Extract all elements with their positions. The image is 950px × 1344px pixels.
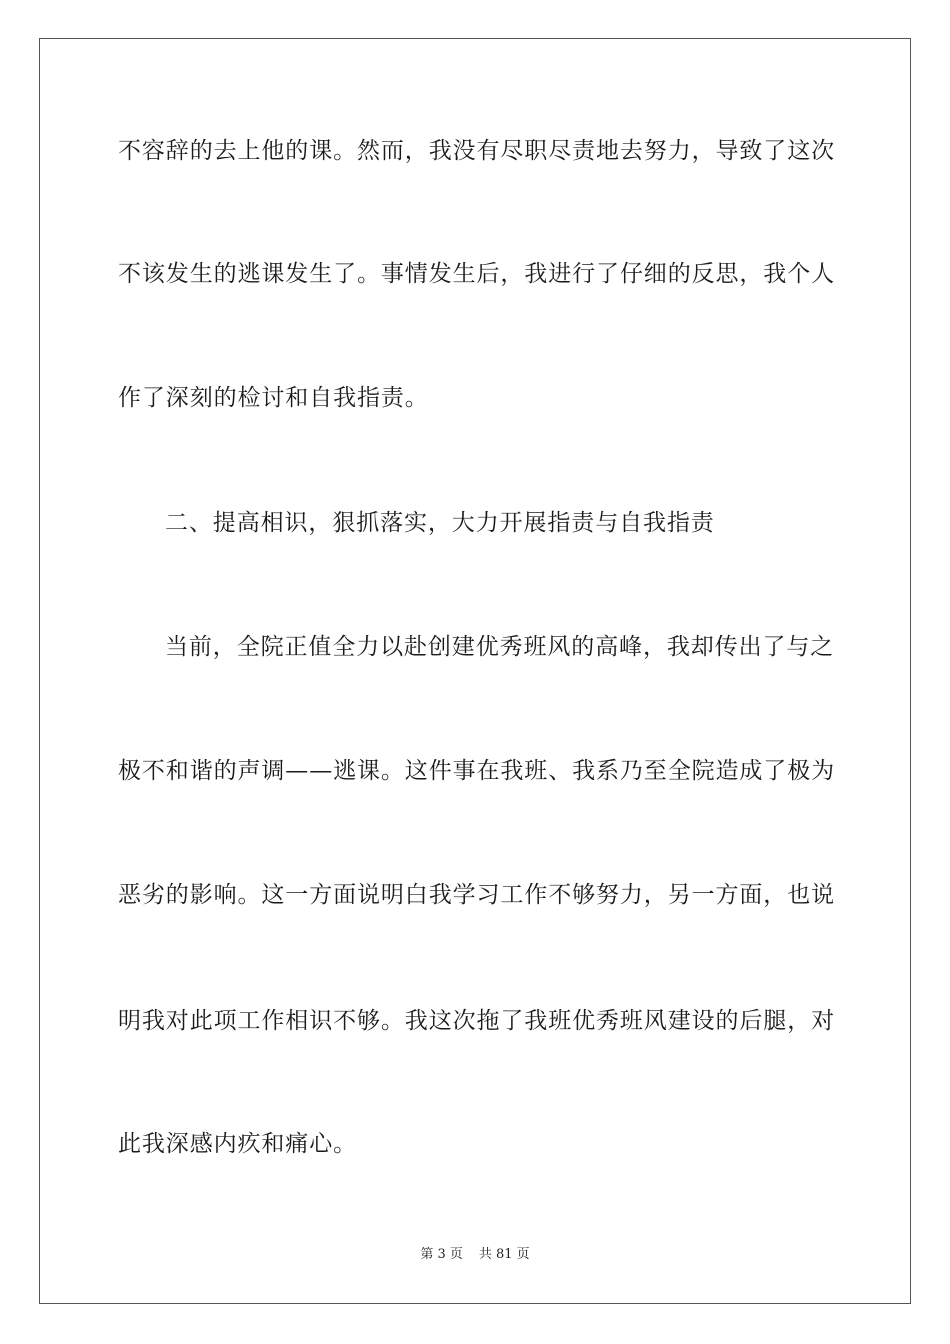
body-text-line: 作了深刻的检讨和自我指责。 [118, 385, 429, 411]
body-text-line: 不容辞的去上他的课。然而，我没有尽职尽责地去努力，导致了这次 [118, 138, 835, 164]
body-text-line: 不该发生的逃课发生了。事情发生后，我进行了仔细的反思，我个人 [118, 261, 835, 287]
section-heading: 二、提高相识，狠抓落实，大力开展指责与自我指责 [165, 510, 715, 536]
page-border [39, 38, 911, 1304]
body-text-line: 极不和谐的声调——逃课。这件事在我班、我系乃至全院造成了极为 [118, 758, 835, 784]
page-footer [0, 1246, 950, 1264]
body-text-line: 此我深感内疚和痛心。 [118, 1131, 357, 1157]
page-number: 第 3 页 [420, 1247, 463, 1262]
body-text-line: 明我对此项工作相识不够。我这次拖了我班优秀班风建设的后腿，对 [118, 1008, 835, 1034]
body-text-line: 当前，全院正值全力以赴创建优秀班风的高峰，我却传出了与之 [165, 634, 835, 660]
body-text-line: 恶劣的影响。这一方面说明白我学习工作不够努力，另一方面，也说 [118, 882, 835, 908]
page-total: 共 81 页 [478, 1247, 530, 1262]
